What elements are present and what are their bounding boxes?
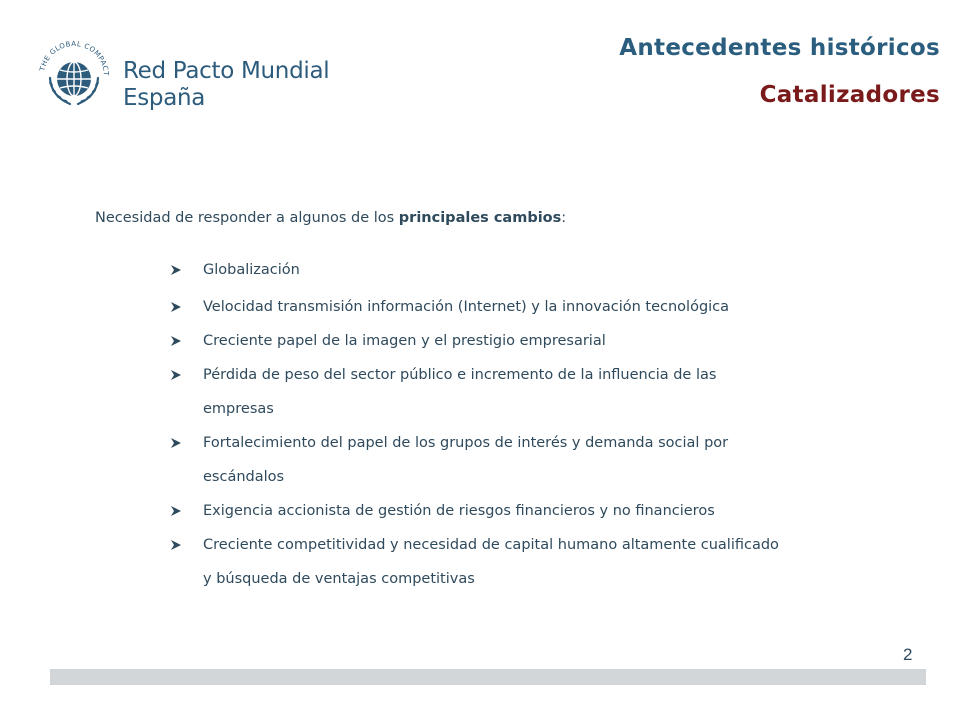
- arrow-bullet-icon: [170, 437, 182, 449]
- bullet-text: Creciente papel de la imagen y el prestigio empresarial: [203, 333, 606, 349]
- global-compact-emblem-icon: [34, 36, 114, 116]
- intro-prefix: Necesidad de responder a algunos de los: [95, 210, 399, 226]
- arrow-bullet-icon: [170, 301, 182, 313]
- intro-suffix: :: [561, 210, 567, 226]
- arrow-bullet-icon: [170, 505, 182, 517]
- bullet-text: Velocidad transmisión información (Internet) y la innovación tecnológica: [203, 299, 730, 315]
- list-item: [170, 290, 890, 324]
- arrow-bullet-icon: [170, 335, 182, 347]
- arrow-bullet-icon: [170, 264, 182, 276]
- intro-bold: principales cambios: [398, 210, 562, 226]
- emblem-text: THE GLOBAL COMPACT: [38, 39, 111, 77]
- bullet-text: Pérdida de peso del sector público e incremento de la influencia de las: [203, 367, 717, 383]
- bullet-text: Globalización: [203, 262, 300, 278]
- list-item: [170, 426, 890, 494]
- bullet-text-continued: y búsqueda de ventajas competitivas: [203, 571, 475, 587]
- arrow-bullet-icon: [170, 539, 182, 551]
- bullet-text-continued: escándalos: [203, 469, 285, 485]
- list-item: [170, 253, 890, 287]
- list-item: [170, 528, 890, 596]
- arrow-bullet-icon: [170, 369, 182, 381]
- bullet-text: Exigencia accionista de gestión de riesgos financieros y no financieros: [203, 503, 715, 519]
- list-item: [170, 494, 890, 528]
- intro-text: [95, 210, 566, 226]
- bullet-list: [170, 253, 890, 596]
- bullet-text: Creciente competitividad y necesidad de capital humano altamente cualificado: [203, 537, 779, 553]
- page-subtitle: Catalizadores: [759, 82, 940, 108]
- page-title: Antecedentes históricos: [619, 35, 940, 61]
- list-item: [170, 358, 890, 426]
- list-item: [170, 324, 890, 358]
- footer-bar: [50, 669, 926, 685]
- brand-line2: España: [123, 85, 206, 111]
- brand-name: [123, 58, 329, 112]
- bullet-text-continued: empresas: [203, 401, 274, 417]
- bullet-text: Fortalecimiento del papel de los grupos de interés y demanda social por: [203, 435, 729, 451]
- brand-logo: [34, 36, 334, 116]
- brand-line1: Red Pacto Mundial: [123, 58, 330, 84]
- page-number: 2: [903, 645, 913, 664]
